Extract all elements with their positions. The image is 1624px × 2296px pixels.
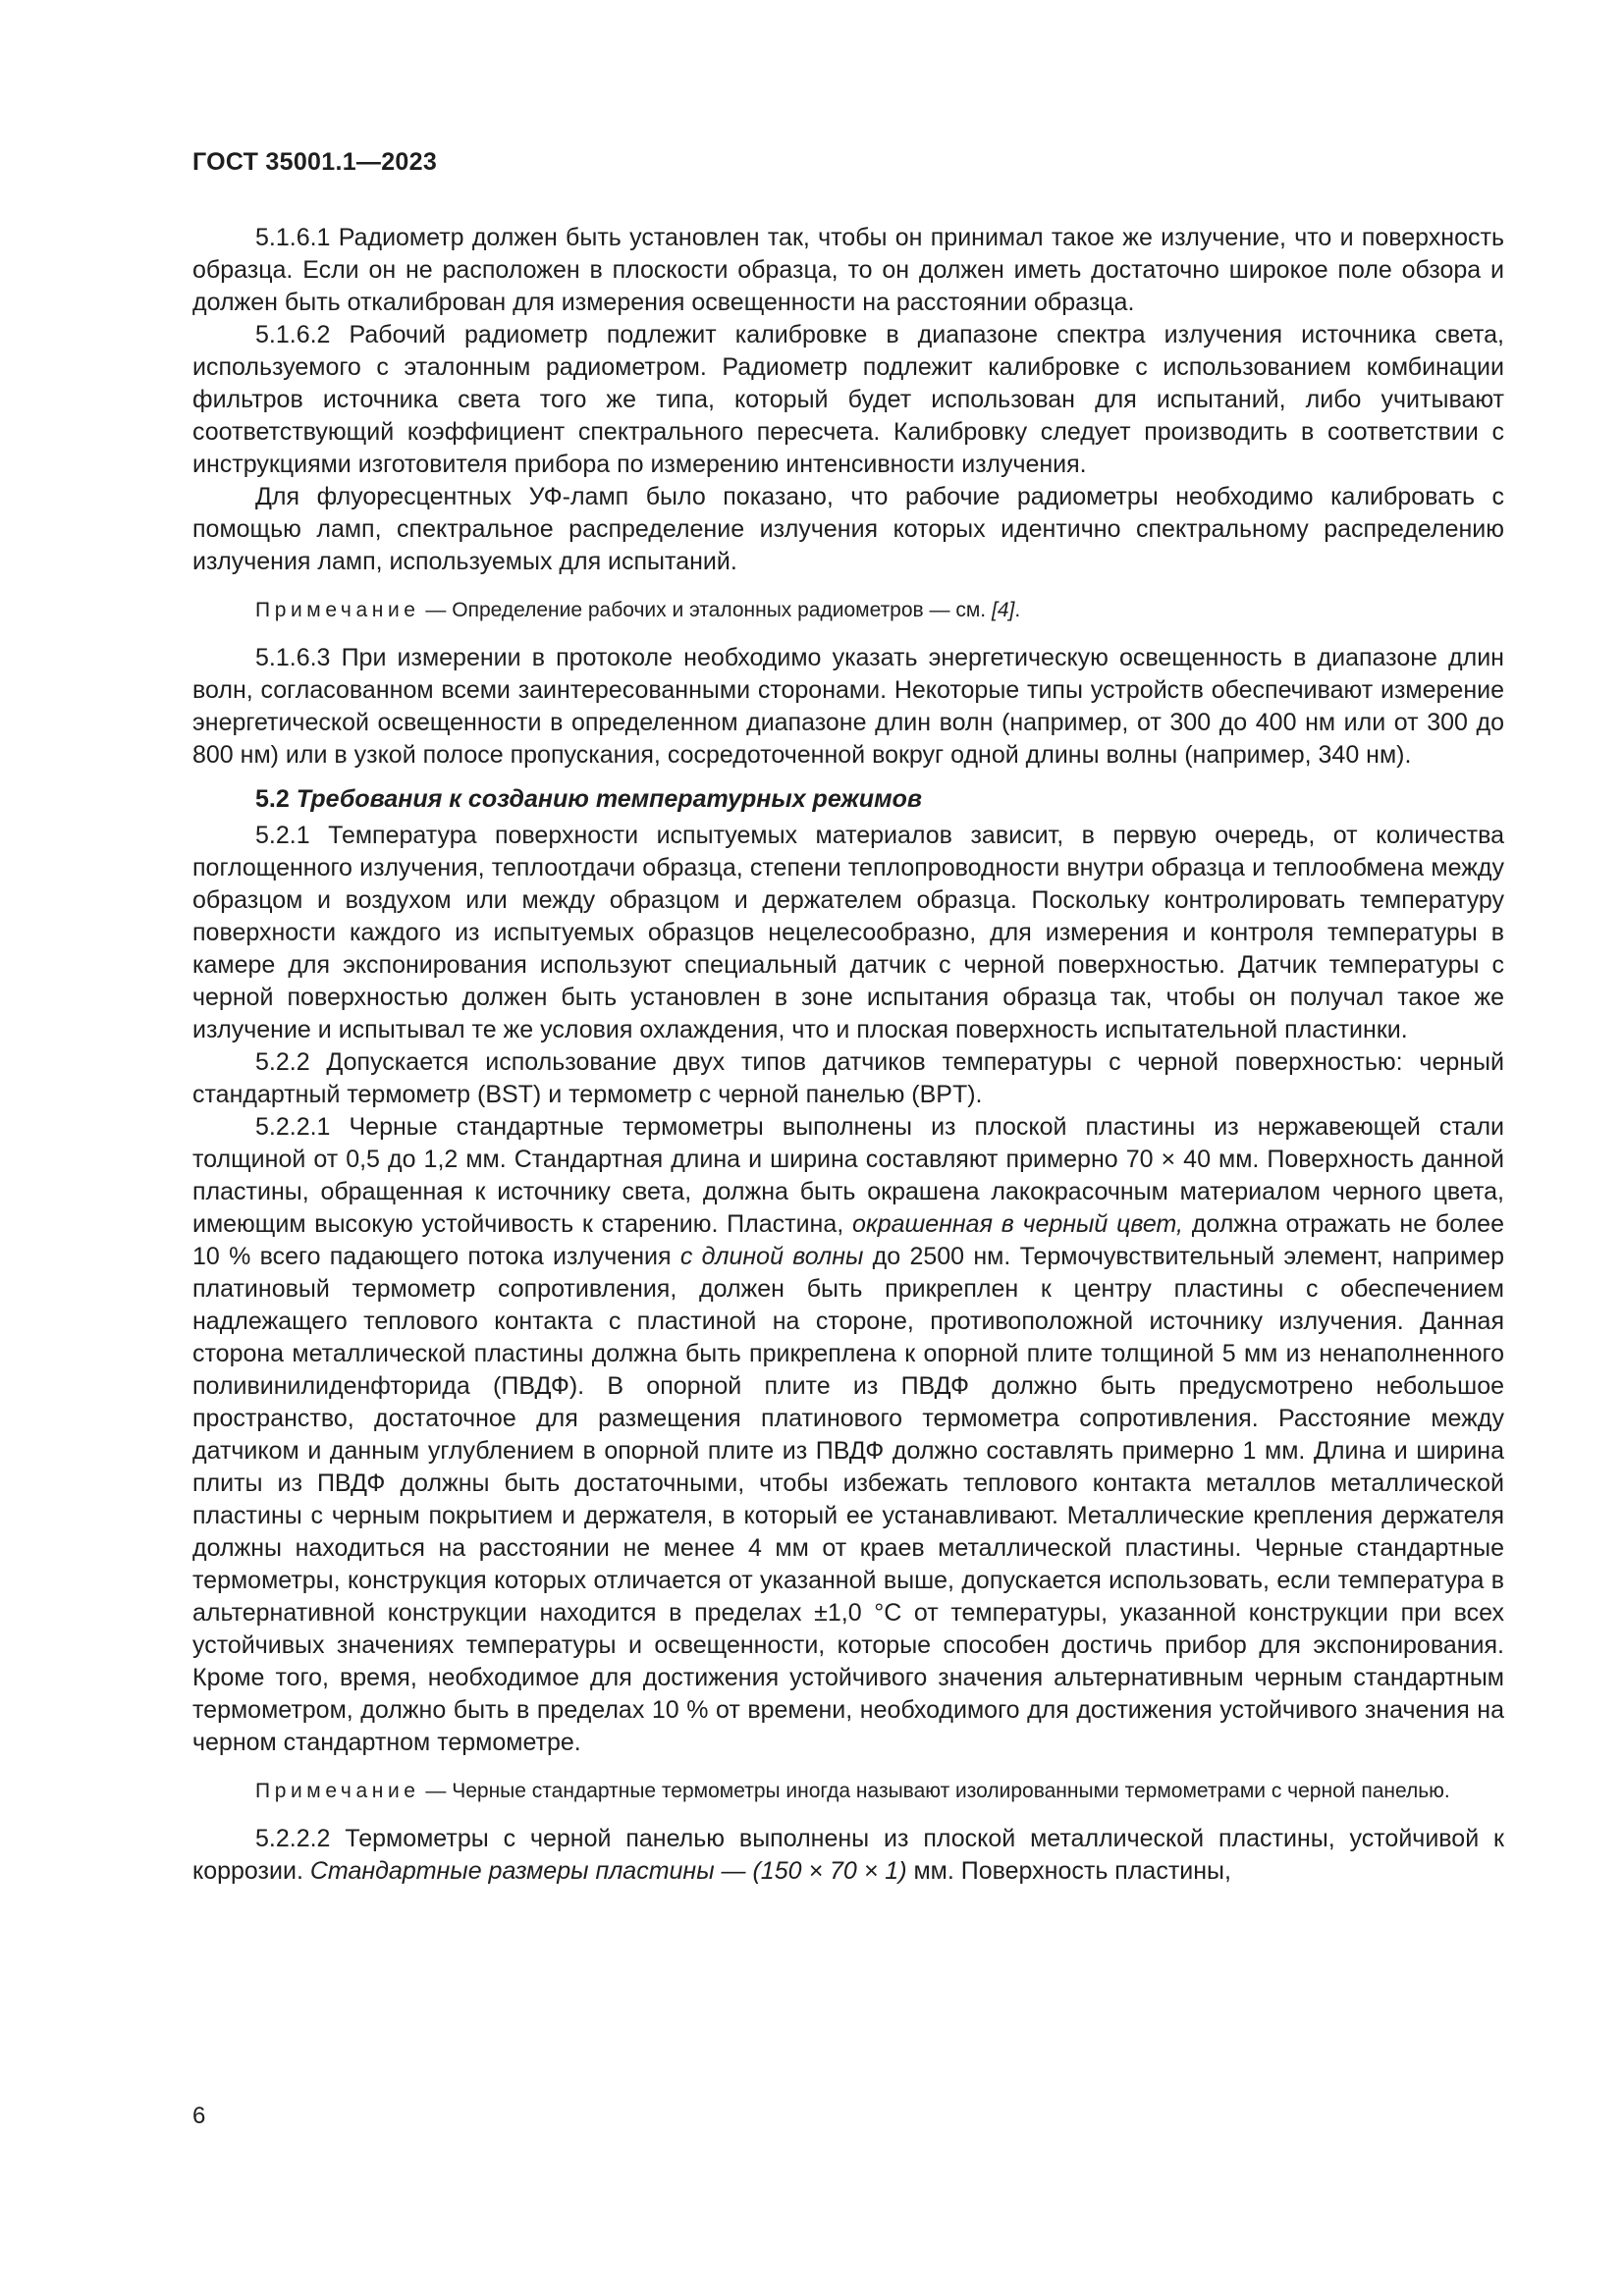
paragraph-text: должна отражать не более 10 % всего падающего потока излучения [192, 1210, 1504, 1270]
paragraph-text: до 2500 нм. Термочувствительный элемент, например платиновый термометр сопротивления, должен быть прикреплен к центру пластины с обеспечением надлежащего теплового контакта с пластиной на стороне, противоположной источнику излучения. Данная сторона металлической пластины должна быть прикреплена к опорной плите толщиной 5 мм из ненаполненного поливинилиденфторида (ПВДФ). В опорной плите из ПВДФ должно быть предусмотрено небольшое пространство, достаточное для размещения платинового термометра сопротивления. Расстояние между датчиком и данным углублением в опорной плите из ПВДФ должно составлять примерно 1 мм. Длина и ширина плиты из ПВДФ должны быть достаточными, чтобы избежать теплового контакта металлов металлической пластины с черным покрытием и держателя, в который ее устанавливают. Металлические крепления держателя должны находиться на расстоянии не менее 4 мм от краев металлической пластины. Черные стандартные термометры, конструкция которых отличается от указанной выше, допускается использовать, если температура в альтернативной конструкции находится в пределах ±1,0 °С от температуры, указанной конструкции при всех устойчивых значениях температуры и освещенности, которые способен достичь прибор для экспонирования. Кроме того, время, необходимое для достижения устойчивого значения альтернативным черным стандартным термометром, должно быть в пределах 10 % от времени, необходимого для достижения устойчивого значения на черном стандартном термометре. [192, 1243, 1505, 1756]
note-reference: [4] [991, 599, 1015, 621]
paragraph-italic: окрашенная в черный цвет, [851, 1210, 1183, 1238]
note-label: Примечание [255, 1780, 420, 1802]
paragraph-italic: с длиной волны [679, 1243, 864, 1270]
paragraph-italic: Стандартные размеры пластины — (150 × 70 × 1) [309, 1857, 907, 1885]
paragraph-5-2-2: 5.2.2 Допускается использование двух типов датчиков температуры с черной поверхностью: черный стандартный термометр (BST) и термометр с черной панелью (BPT). [192, 1048, 1504, 1108]
paragraph-5-1-6-3: 5.1.6.3 При измерении в протоколе необходимо указать энергетическую освещенность в диапазоне длин волн, согласованном всеми заинтересованными сторонами. Некоторые типы устройств обеспечивают измерение энергетической освещенности в определенном диапазоне длин волн (например, от 300 до 400 нм или от 300 до 800 нм) или в узкой полосе пропускания, сосредоточенной вокруг одной длины волны (например, 340 нм). [192, 644, 1504, 769]
paragraph-5-1-6-2: 5.1.6.2 Рабочий радиометр подлежит калибровке в диапазоне спектра излучения источника света, используемого с эталонным радиометром. Радиометр подлежит калибровке с использованием комбинации фильтров источника света того же типа, который будет использован для испытаний, либо учитывают соответствующий коэффициент спектрального пересчета. Калибровку следует производить в соответствии с инструкциями изготовителя прибора по измерению интенсивности излучения. [192, 321, 1504, 478]
note-text: — Черные стандартные термометры иногда называют изолированными термометрами с черной панелью. [419, 1780, 1450, 1802]
paragraph-5-2-2-1 [192, 1111, 1504, 1759]
note-2 [192, 1777, 1504, 1805]
paragraph-5-1-6-1: 5.1.6.1 Радиометр должен быть установлен так, чтобы он принимал такое же излучение, что и поверхность образца. Если он не расположен в плоскости образца, то он должен иметь достаточно широкое поле обзора и должен быть откалиброван для измерения освещенности на расстоянии образца. [192, 224, 1504, 316]
paragraph-5-2-2-2 [192, 1823, 1504, 1888]
section-title: Требования к созданию температурных режимов [296, 785, 922, 813]
document-body [192, 222, 1504, 1888]
note-end: . [1014, 599, 1021, 621]
paragraph-fluorescent-lamps: Для флуоресцентных УФ-ламп было показано, что рабочие радиометры необходимо калибровать с помощью ламп, спектральное распределение излучения которых идентично спектральному распределению излучения ламп, используемых для испытаний. [192, 483, 1504, 575]
page-number: 6 [192, 2103, 206, 2129]
paragraph-text: 5.2.2.2 Термометры с черной панелью выполнены из плоской металлической пластины, устойчивой к коррозии. [192, 1825, 1504, 1885]
section-heading-5-2 [192, 783, 1504, 816]
note-1 [192, 596, 1504, 624]
paragraph-text: мм. Поверхность пластины, [906, 1857, 1231, 1885]
section-number: 5.2 [255, 785, 290, 813]
note-label: Примечание [255, 599, 420, 621]
document-header: ГОСТ 35001.1—2023 [192, 148, 438, 176]
paragraph-5-2-1: 5.2.1 Температура поверхности испытуемых материалов зависит, в первую очередь, от количества поглощенного излучения, теплоотдачи образца, степени теплопроводности внутри образца и теплообмена между образцом и воздухом или между образцом и держателем образца. Поскольку контролировать температуру поверхности каждого из испытуемых образцов нецелесообразно, для измерения и контроля температуры в камере для экспонирования используют специальный датчик с черной поверхностью. Датчик температуры с черной поверхностью должен быть установлен в зоне испытания образца так, чтобы он получал такое же излучение и испытывал те же условия охлаждения, что и плоская поверхность испытательной пластинки. [192, 822, 1504, 1043]
note-text: — Определение рабочих и эталонных радиометров — см. [419, 599, 992, 621]
paragraph-text: 5.2.2.1 Черные стандартные термометры выполнены из плоской пластины из нержавеющей стали толщиной от 0,5 до 1,2 мм. Стандартная длина и ширина составляют примерно 70 × 40 мм. Поверхность данной пластины, обращенная к источнику света, должна быть окрашена лакокрасочным материалом черного цвета, имеющим высокую устойчивость к старению. Пластина, [192, 1113, 1504, 1238]
